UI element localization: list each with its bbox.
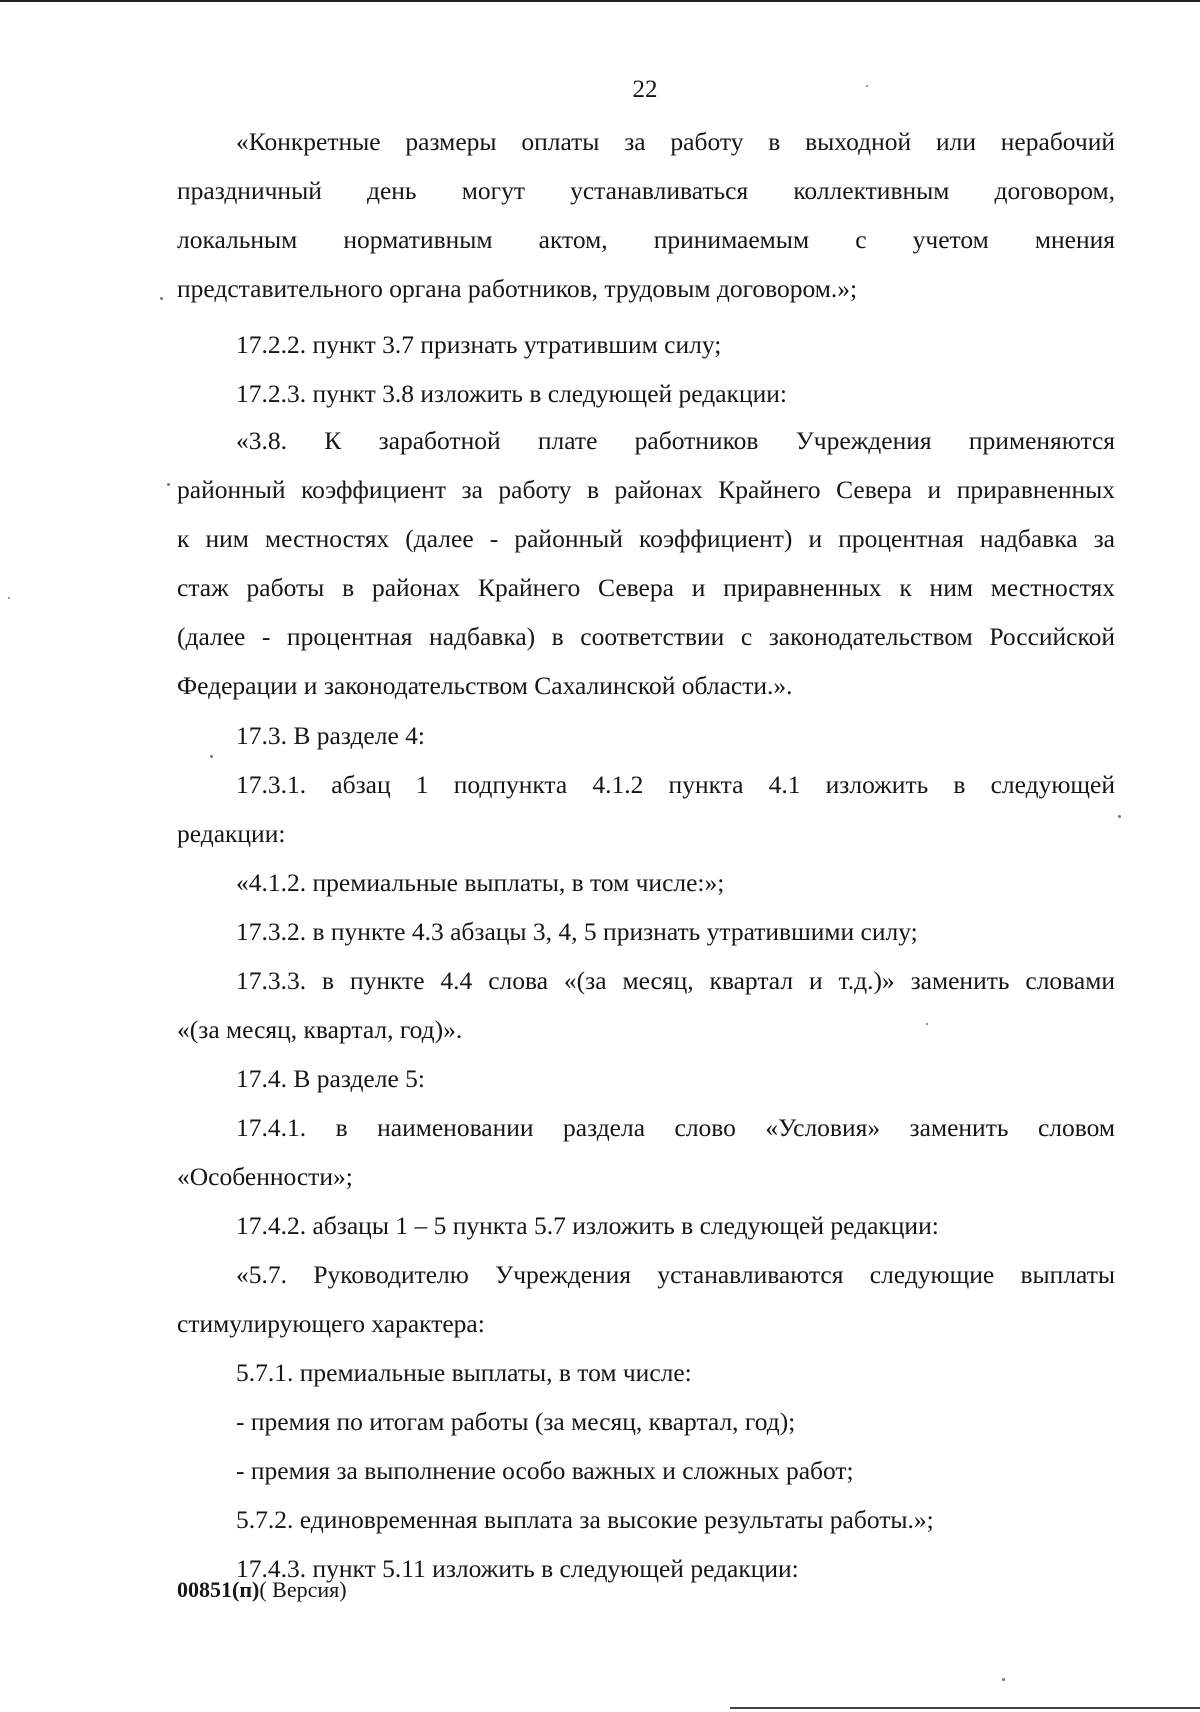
paragraph-17-4: 17.4. В разделе 5: bbox=[236, 1064, 425, 1093]
quote-5-7-paragraph bbox=[177, 1250, 1115, 1348]
paragraph-17-4-1 bbox=[177, 1103, 1115, 1201]
paragraph-17-2-3: 17.2.3. пункт 3.8 изложить в следующей редакции: bbox=[236, 379, 787, 408]
text-line: локальным нормативным актом, принимаемым с учетом мнения bbox=[177, 225, 1115, 254]
paragraph-17-3-3 bbox=[177, 956, 1115, 1054]
scan-speck bbox=[866, 85, 868, 87]
text-line: «Особенности»; bbox=[177, 1162, 353, 1191]
text-line: стимулирующего характера: bbox=[177, 1309, 485, 1338]
text-line: 17.3.3. в пункте 4.4 слова «(за месяц, квартал и т.д.)» заменить словами bbox=[236, 966, 1115, 995]
paragraph-17-3: 17.3. В разделе 4: bbox=[236, 721, 425, 750]
document-footer bbox=[177, 1577, 347, 1603]
text-line: 17.4.1. в наименовании раздела слово «Условия» заменить словом bbox=[236, 1113, 1115, 1142]
paragraph-5-7-1: 5.7.1. премиальные выплаты, в том числе: bbox=[236, 1358, 692, 1387]
text-line: районный коэффициент за работу в районах Крайнего Севера и приравненных bbox=[177, 475, 1115, 504]
paragraph-17-3-1 bbox=[177, 760, 1115, 858]
quote-4-1-2: «4.1.2. премиальные выплаты, в том числе:»; bbox=[236, 868, 725, 897]
quote-3-8-paragraph bbox=[177, 416, 1115, 710]
scan-bottom-border bbox=[730, 1707, 1200, 1709]
document-code: 00851(п) bbox=[177, 1577, 260, 1602]
scan-speck bbox=[1002, 1678, 1005, 1681]
paragraph-17-4-2: 17.4.2. абзацы 1 – 5 пункта 5.7 изложить в следующей редакции: bbox=[236, 1211, 939, 1240]
paragraph-17-4-3: 17.4.3. пункт 5.11 изложить в следующей редакции: bbox=[236, 1554, 799, 1583]
text-line: «Конкретные размеры оплаты за работу в выходной или нерабочий bbox=[236, 127, 1115, 156]
list-item: - премия по итогам работы (за месяц, квартал, год); bbox=[236, 1407, 796, 1436]
text-line: «(за месяц, квартал, год)». bbox=[177, 1015, 463, 1044]
page-number: 22 bbox=[632, 76, 658, 103]
text-line: стаж работы в районах Крайнего Севера и приравненных к ним местностях bbox=[177, 573, 1115, 602]
text-line: праздничный день могут устанавливаться коллективным договором, bbox=[177, 176, 1115, 205]
paragraph-17-3-2: 17.3.2. в пункте 4.3 абзацы 3, 4, 5 признать утратившими силу; bbox=[236, 917, 918, 946]
text-line: «3.8. К заработной плате работников Учреждения применяются bbox=[236, 426, 1115, 455]
scan-speck bbox=[1118, 815, 1121, 818]
scan-speck bbox=[167, 483, 170, 486]
text-line: 17.3.1. абзац 1 подпункта 4.1.2 пункта 4.1 изложить в следующей bbox=[236, 770, 1115, 799]
list-item: - премия за выполнение особо важных и сложных работ; bbox=[236, 1456, 854, 1485]
text-line: «5.7. Руководителю Учреждения устанавливаются следующие выплаты bbox=[236, 1260, 1115, 1289]
scan-speck bbox=[8, 597, 10, 599]
text-line: редакции: bbox=[177, 819, 286, 848]
text-line: (далее - процентная надбавка) в соответствии с законодательством Российской bbox=[177, 622, 1115, 651]
paragraph-17-2-2: 17.2.2. пункт 3.7 признать утратившим силу; bbox=[236, 330, 722, 359]
paragraph-5-7-2: 5.7.2. единовременная выплата за высокие результаты работы.»; bbox=[236, 1505, 934, 1534]
scan-speck bbox=[210, 755, 213, 758]
text-line: Федерации и законодательством Сахалинской области.». bbox=[177, 671, 793, 700]
scan-speck bbox=[926, 1023, 928, 1025]
quote-payment-paragraph bbox=[177, 117, 1115, 313]
text-line: к ним местностях (далее - районный коэффициент) и процентная надбавка за bbox=[177, 524, 1115, 553]
text-line: представительного органа работников, трудовым договором.»; bbox=[177, 274, 858, 303]
scan-speck bbox=[160, 297, 163, 300]
scan-top-border bbox=[0, 0, 1200, 2]
document-version: ( Версия) bbox=[259, 1577, 347, 1602]
